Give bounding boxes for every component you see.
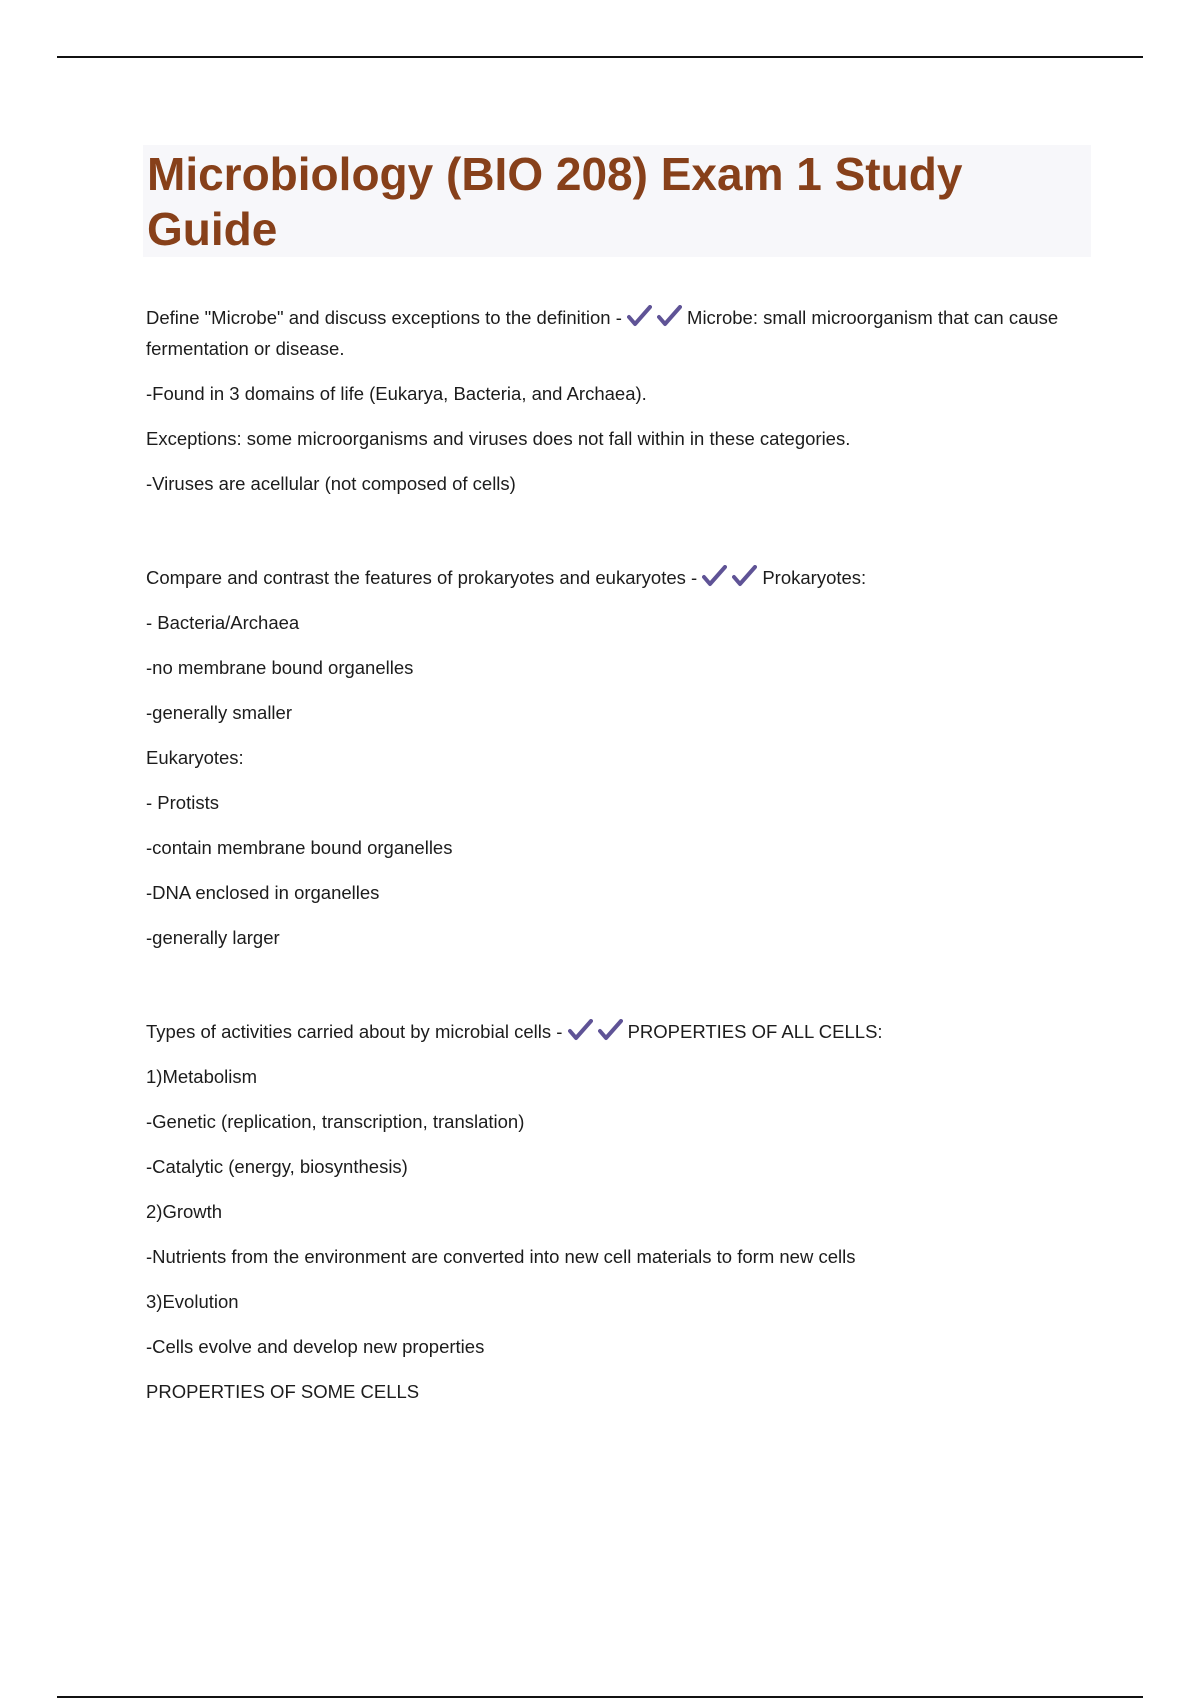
answer-line: -contain membrane bound organelles (146, 837, 453, 858)
check-icon (657, 305, 682, 327)
question-line (146, 562, 1076, 593)
answer-line: 3)Evolution (146, 1291, 239, 1312)
check-icon (732, 565, 757, 587)
answer-line: -Cells evolve and develop new properties (146, 1336, 485, 1357)
answer-line: Exceptions: some microorganisms and viruses does not fall within in these categories. (146, 428, 851, 449)
qa-section-microbe (146, 302, 1076, 499)
check-icon (598, 1019, 623, 1041)
title-banner (143, 145, 1091, 257)
answer-line: -Found in 3 domains of life (Eukarya, Bacteria, and Archaea). (146, 383, 647, 404)
question-line (146, 1016, 1076, 1047)
answer-line: 1)Metabolism (146, 1066, 258, 1087)
answer-text: Prokaryotes: (762, 567, 867, 588)
answer-line: -generally smaller (146, 702, 292, 723)
top-rule (57, 56, 1143, 58)
question-line (146, 302, 1076, 364)
answer-line: -Viruses are acellular (not composed of cells) (146, 473, 516, 494)
answer-line: -generally larger (146, 927, 280, 948)
page-title: Microbiology (BIO 208) Exam 1 Study Guide (147, 148, 963, 255)
answer-line: -Nutrients from the environment are converted into new cell materials to form new cells (146, 1246, 856, 1267)
bottom-rule (57, 1696, 1143, 1698)
qa-section-microbial-activities (146, 1016, 1076, 1407)
question-text: Define "Microbe" and discuss exceptions to the definition - (146, 307, 622, 328)
qa-section-prokaryotes-eukaryotes (146, 562, 1076, 953)
answer-text: PROPERTIES OF ALL CELLS: (627, 1021, 883, 1042)
answer-line: -DNA enclosed in organelles (146, 882, 380, 903)
answer-line: - Protists (146, 792, 219, 813)
answer-text: Microbe: small microorganism that can cause fermentation or disease. (146, 307, 1059, 359)
answer-line: -Genetic (replication, transcription, translation) (146, 1111, 525, 1132)
question-text: Types of activities carried about by microbial cells - (146, 1021, 563, 1042)
answer-line: PROPERTIES OF SOME CELLS (146, 1381, 420, 1402)
study-guide-content (146, 302, 1076, 1421)
check-icon (568, 1019, 593, 1041)
answer-line: 2)Growth (146, 1201, 223, 1222)
question-text: Compare and contrast the features of prokaryotes and eukaryotes - (146, 567, 698, 588)
answer-line: Eukaryotes: (146, 747, 244, 768)
check-icon (702, 565, 727, 587)
check-icon (627, 305, 652, 327)
answer-line: -no membrane bound organelles (146, 657, 414, 678)
answer-line: -Catalytic (energy, biosynthesis) (146, 1156, 408, 1177)
answer-line: - Bacteria/Archaea (146, 612, 300, 633)
